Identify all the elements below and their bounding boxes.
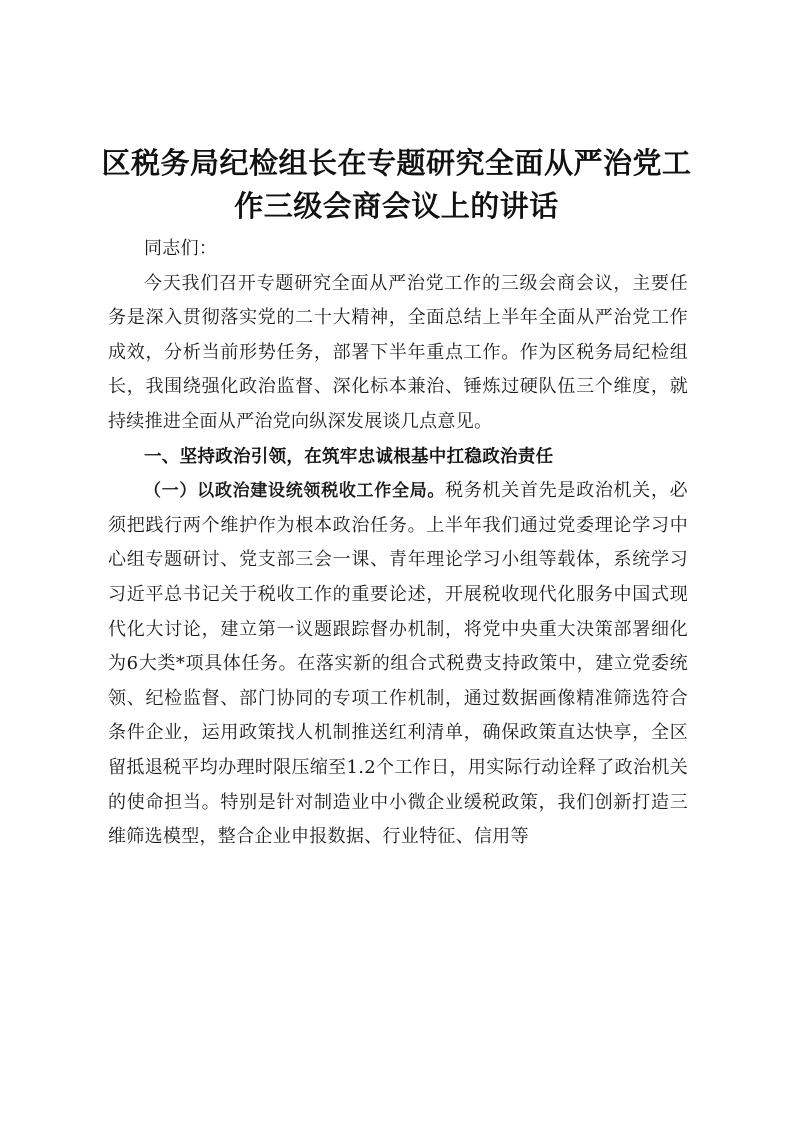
subsection-paragraph-1: [108, 474, 688, 855]
document-title-line-1: 区税务局纪检组长在专题研究全面从严治党工: [101, 146, 692, 180]
document-body: [108, 232, 688, 855]
salutation: 同志们：: [144, 238, 218, 259]
intro-paragraph: 今天我们召开专题研究全面从严治党工作的三级会商会议，主要任务是深入贯彻落实党的二十大精神，全面总结上半年全面从严治党工作成效，分析当前形势任务，部署下半年重点工作。作为区税务局纪检组长，我围绕强化政治监督、深化标本兼治、锤炼过硬队伍三个维度，就持续推进全面从严治党向纵深发展谈几点意见。: [108, 272, 688, 432]
subsection-body-1: 税务机关首先是政治机关，必须把践行两个维护作为根本政治任务。上半年我们通过党委理论学习中心组专题研讨、党支部三会一课、青年理论学习小组等载体，系统学习习近平总书记关于税收工作的重要论述，开展税收现代化服务中国式现代化大讨论，建立第一议题跟踪督办机制，将党中央重大决策部署细化为6大类*项具体任务。在落实新的组合式税费支持政策中，建立党委统领、纪检监督、部门协同的专项工作机制，通过数据画像精准筛选符合条件企业，运用政策找人机制推送红利清单，确保政策直达快享，全区留抵退税平均办理时限压缩至1.2个工作日，用实际行动诠释了政治机关的使命担当。特别是针对制造业中小微企业缓税政策，我们创新打造三维筛选模型，整合企业申报数据、行业特征、信用等: [108, 480, 688, 848]
section-heading-1: 一、坚持政治引领，在筑牢忠诚根基中扛稳政治责任: [144, 446, 554, 467]
document-title-line-2: 作三级会商会议上的讲话: [234, 189, 559, 223]
subsection-heading-1: （一）以政治建设统领税收工作全局。: [144, 481, 446, 502]
document-title: [100, 142, 693, 228]
